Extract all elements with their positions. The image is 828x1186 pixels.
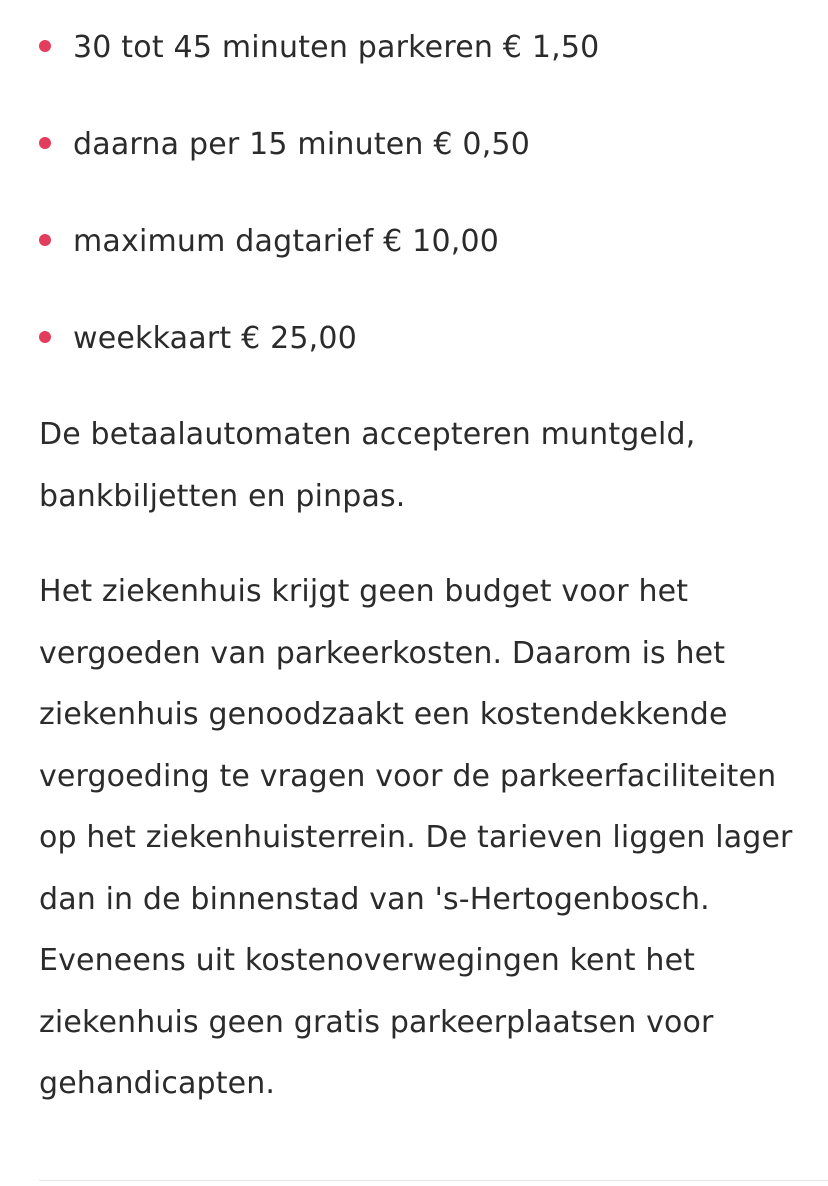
tariff-item [0,114,828,174]
paragraph-line: gehandicapten. [39,1066,276,1101]
tariff-text: weekkaart € 25,00 [73,321,357,356]
bullet-dot-icon [39,137,51,149]
paragraph-line: De betaalautomaten accepteren muntgeld, [39,417,696,452]
paragraph-line: bankbiljetten en pinpas. [39,478,406,514]
bullet-dot-icon [39,234,51,246]
paragraph-line: Eveneens uit kostenoverwegingen kent het [39,943,696,978]
payment-methods-paragraph [39,404,819,527]
tariff-text: 30 tot 45 minuten parkeren € 1,50 [73,30,600,65]
bullet-dot-icon [39,40,51,52]
tariff-item [0,211,828,271]
paragraph-line: dan in de binnenstad van 's-Hertogenbosch. [39,881,710,917]
paragraph-line: ziekenhuis geen gratis parkeerplaatsen voor [39,1004,714,1040]
tariff-text: daarna per 15 minuten € 0,50 [73,127,531,162]
paragraph-line: Het ziekenhuis krijgt geen budget voor het [39,574,689,609]
paragraph-line: vergoeden van parkeerkosten. Daarom is het [39,635,726,671]
paragraph-line: op het ziekenhuisterrein. De tarieven liggen lager [39,820,793,855]
parking-costs-paragraph [39,561,819,1115]
section-divider [39,1180,828,1181]
paragraph-line: vergoeding te vragen voor de parkeerfaciliteiten [39,758,777,794]
tariff-item [0,17,828,77]
tariff-item [0,308,828,368]
paragraph-line: ziekenhuis genoodzaakt een kostendekkende [39,697,728,732]
tariff-text: maximum dagtarief € 10,00 [73,224,500,259]
bullet-dot-icon [39,331,51,343]
